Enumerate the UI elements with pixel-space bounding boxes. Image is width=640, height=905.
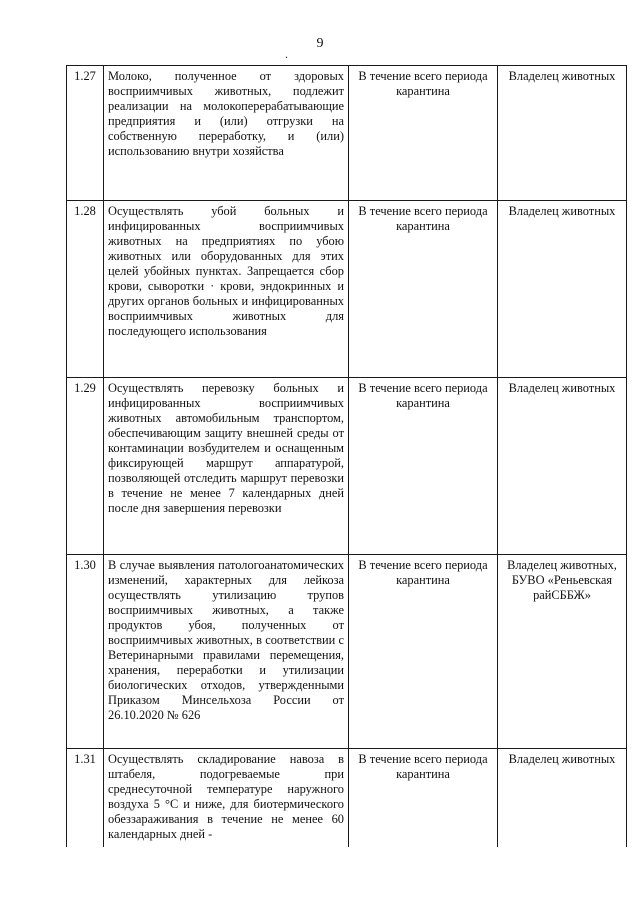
row-number: 1.27 [67,66,104,201]
table-row [67,555,627,749]
row-number: 1.28 [67,201,104,378]
measure-text: Осуществлять складирование навоза в штабеля, подогреваемые при среднесуточной температуре наружного воздуха 5 °С и ниже, для биотермического обеззараживания в течение не менее 60 календарных дней - [104,749,349,848]
measure-term: В течение всего периода карантина [349,201,498,378]
measure-responsible: Владелец животных [498,749,627,848]
measure-responsible: Владелец животных [498,66,627,201]
table-row [67,749,627,848]
row-number: 1.30 [67,555,104,749]
table-row [67,66,627,201]
table-row [67,201,627,378]
measure-responsible: Владелец животных [498,378,627,555]
measure-text: Молоко, полученное от здоровых восприимчивых животных, подлежит реализации на молокоперерабатывающие предприятия и (или) отгрузки на собственную переработку, и (или) использованию внутри хозяйства [104,66,349,201]
measure-responsible: Владелец животных [498,201,627,378]
row-number: 1.29 [67,378,104,555]
scan-dot-mark: . [285,47,288,61]
measure-text: В случае выявления патологоанатомических изменений, характерных для лейкоза осуществлять утилизацию трупов восприимчивых животных, а также продуктов убоя, полученных от восприимчивых животных, в соответствии с Ветеринарными правилами перемещения, хранения, переработки и утилизации биологических отходов, утвержденными Приказом Минсельхоза России от 26.10.2020 № 626 [104,555,349,749]
measure-term: В течение всего периода карантина [349,378,498,555]
row-number: 1.31 [67,749,104,848]
measure-term: В течение всего периода карантина [349,555,498,749]
page-number: 9 [316,36,324,51]
measure-text: Осуществлять убой больных и инфицированных восприимчивых животных на предприятиях по убою животных или оборудованных для этих целей убойных пунктах. Запрещается сбор крови, сыворотки · крови, эндокринных и других органов больных и инфицированных восприимчивых животных для последующего использования [104,201,349,378]
measure-term: В течение всего периода карантина [349,749,498,848]
measure-text: Осуществлять перевозку больных и инфицированных восприимчивых животных автомобильным транспортом, обеспечивающим защиту внешней среды от контаминации возбудителем и оснащенным фиксирующей маршрут аппаратурой, позволяющей отследить маршрут перевозки в течение не менее 7 календарных дней после дня завершения перевозки [104,378,349,555]
table-row [67,378,627,555]
measures-table [66,65,627,847]
measure-term: В течение всего периода карантина [349,66,498,201]
measure-responsible: Владелец животных, БУВО «Реньевская райСББЖ» [498,555,627,749]
